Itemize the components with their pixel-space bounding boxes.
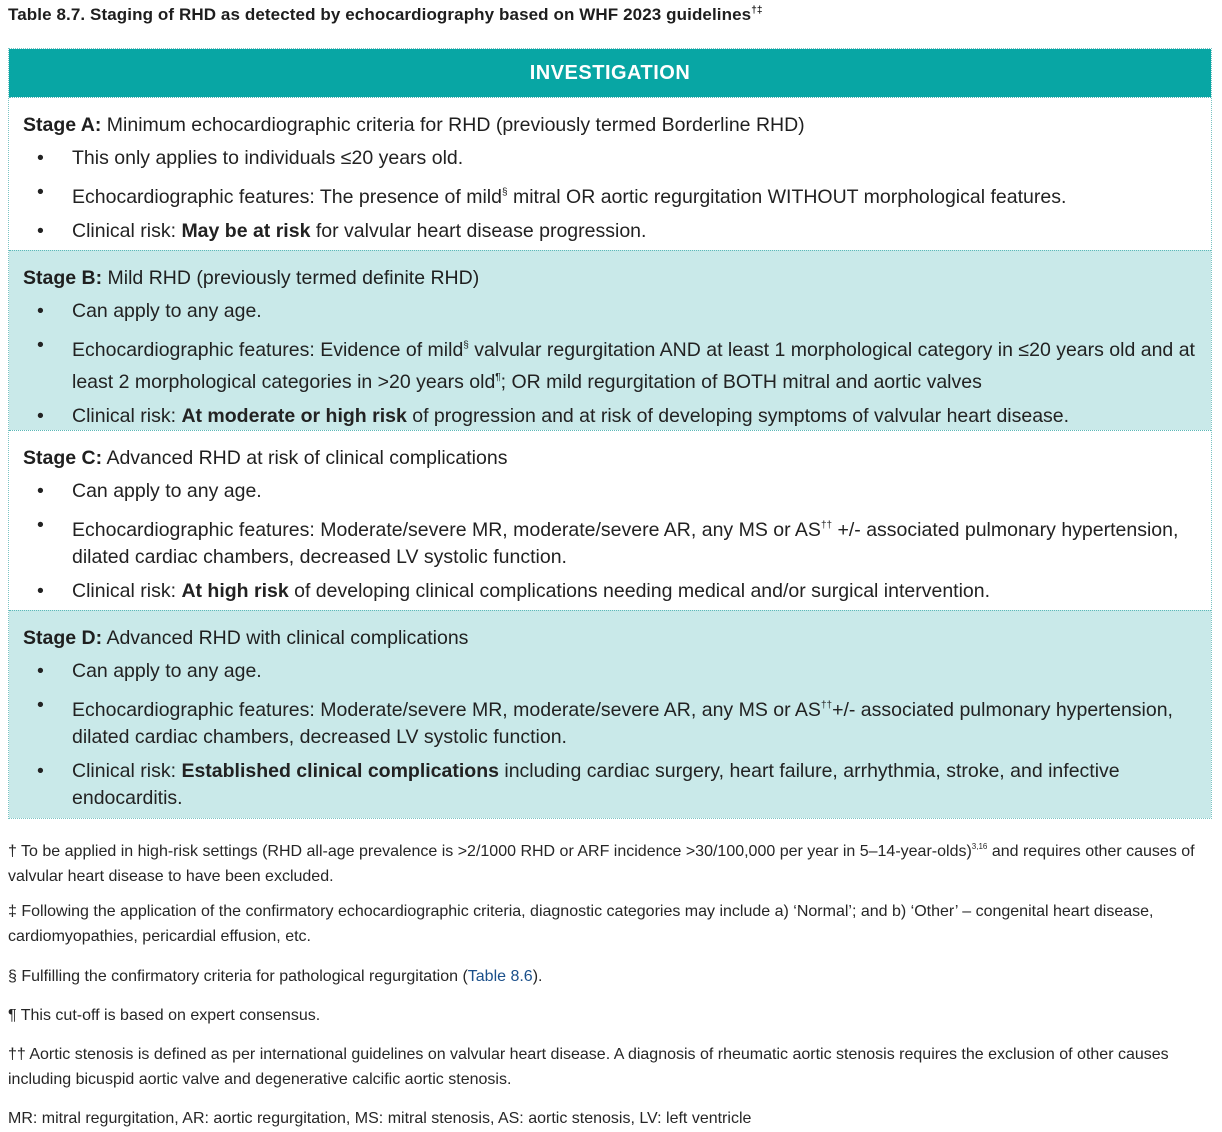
- stage-d-title: Stage D: Advanced RHD with clinical complications: [23, 627, 469, 649]
- footnote-dagger: † To be applied in high-risk settings (RHD all-age prevalence is >2/1000 RHD or ARF incidence >30/100,000 per year in 5–14-year-olds)$^{3,16}$ and requires other causes of valvular heart disease to have been excluded.: [8, 842, 1195, 885]
- list-item: • Echocardiographic features: The presence of mild§ mitral OR aortic regurgitation WITHOUT morphological features.: [37, 181, 1067, 208]
- list-item: • Echocardiographic features: Evidence of mild§ valvular regurgitation AND at least 1 morphological category in ≤20 years old and at least 2 morphological categories in >20 years old¶; OR mild regurgitation of BOTH mitral and aortic valves: [37, 334, 1195, 393]
- stage-d-row: [9, 610, 1211, 818]
- caption-footnote-marks: †‡: [751, 5, 763, 16]
- list-item: • Echocardiographic features: Moderate/severe MR, moderate/severe AR, any MS or AS††+/- associated pulmonary hypertension, dilated cardiac chambers, decreased LV systolic function.: [37, 694, 1173, 748]
- footnote-pilcrow: ¶ This cut-off is based on expert consensus.: [8, 1007, 321, 1024]
- list-item: • Clinical risk: At high risk of developing clinical complications needing medical and/or surgical intervention.: [37, 580, 991, 602]
- table-caption: [8, 5, 763, 25]
- table-8-6-link[interactable]: Table 8.6: [467, 968, 533, 985]
- list-item: • Echocardiographic features: Moderate/severe MR, moderate/severe AR, any MS or AS†† +/- associated pulmonary hypertension, dilated cardiac chambers, decreased LV systolic function.: [37, 514, 1179, 568]
- stage-c-row: [9, 430, 1211, 610]
- staging-table: [8, 48, 1212, 819]
- list-item: • This only applies to individuals ≤20 years old.: [37, 147, 464, 169]
- caption-text: Table 8.7. Staging of RHD as detected by echocardiography based on WHF 2023 guidelines: [8, 5, 752, 24]
- footnote-abbreviations: MR: mitral regurgitation, AR: aortic regurgitation, MS: mitral stenosis, AS: aortic stenosis, LV: left ventricle: [8, 1110, 752, 1127]
- stage-a-row: [9, 97, 1211, 250]
- stage-b-title: Stage B: Mild RHD (previously termed definite RHD): [23, 267, 480, 289]
- stage-b-row: [9, 250, 1211, 430]
- footnote-double-dagger: ‡ Following the application of the confirmatory echocardiographic criteria, diagnostic categories may include a) ‘Normal’; and b) ‘Other’ – congenital heart disease, cardiomyopathies, pericardial effusion, etc.: [8, 903, 1154, 945]
- list-item: • Can apply to any age.: [37, 480, 262, 502]
- list-item: • Can apply to any age.: [37, 300, 262, 322]
- list-item: • Clinical risk: At moderate or high risk of progression and at risk of developing symptoms of valvular heart disease.: [37, 405, 1070, 427]
- list-item: • Can apply to any age.: [37, 660, 262, 682]
- table-header-label: INVESTIGATION: [529, 61, 691, 84]
- stage-a-title: Stage A: Minimum echocardiographic criteria for RHD (previously termed Borderline RHD): [23, 114, 805, 136]
- table-header: [9, 49, 1211, 97]
- footnote-section: § Fulfilling the confirmatory criteria for pathological regurgitation (Table 8.6).: [8, 968, 543, 985]
- footnote-aortic-stenosis: †† Aortic stenosis is defined as per international guidelines on valvular heart disease. A diagnosis of rheumatic aortic stenosis requires the exclusion of other causes including bicuspid aortic valve and degenerative calcific aortic stenosis.: [8, 1046, 1169, 1088]
- stage-c-title: Stage C: Advanced RHD at risk of clinical complications: [23, 447, 508, 469]
- list-item: • Clinical risk: Established clinical complications including cardiac surgery, heart failure, arrhythmia, stroke, and infective endocarditis.: [37, 760, 1120, 809]
- list-item: • Clinical risk: May be at risk for valvular heart disease progression.: [37, 220, 647, 242]
